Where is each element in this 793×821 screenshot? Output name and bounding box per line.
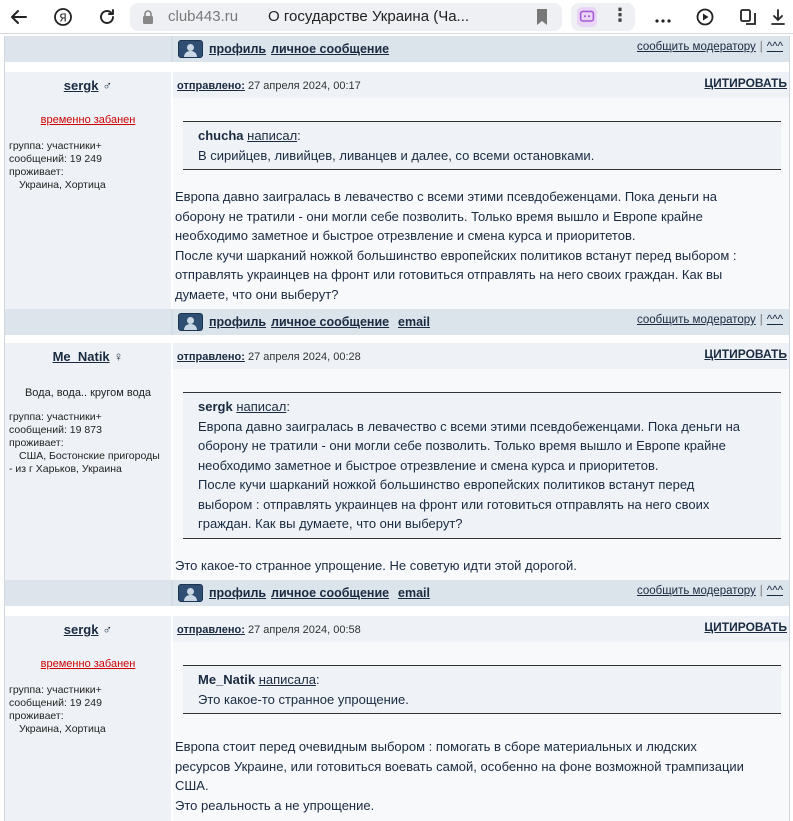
user-info: группа: участники+ сообщений: 19 873 проживает: США, Бостонские пригороды - из г Харьков, Украина bbox=[9, 411, 160, 475]
page-title: О государстве Украина (Ча... bbox=[268, 8, 470, 25]
pm-link[interactable]: личное сообщение bbox=[271, 586, 390, 600]
lock-icon bbox=[140, 9, 156, 25]
collections-icon[interactable] bbox=[735, 4, 761, 30]
post-body bbox=[5, 98, 790, 309]
quote-block: Me_Natik написала: Это какое-то странное упрощение. bbox=[183, 665, 781, 714]
yandex-logo-icon[interactable] bbox=[50, 4, 76, 30]
post-date: отправлено: 27 апреля 2024, 00:58 bbox=[177, 624, 361, 636]
quote-author[interactable]: Me_Natik bbox=[198, 672, 256, 687]
ban-status[interactable]: временно забанен bbox=[40, 114, 136, 126]
browser-toolbar bbox=[0, 0, 793, 34]
quote-block: chucha написал: В сирийцев, ливийцев, ливанцев и далее, со всеми остановками. bbox=[183, 121, 781, 170]
separator: | bbox=[759, 585, 763, 597]
profile-icon[interactable] bbox=[178, 40, 203, 58]
quote-block: sergk написал: Европа давно заигралась в левачество с всеми этими псевдобеженцами. Пока деньги на оборону не тратили - они могли себе позволить. Только время вышло и Европе крайне необходимо заметное и быстрое отрезвление и смена курса и приоритетов. После кучи шарканий ножкой большинство европейских политиков встанут перед выбором : отправлять украинцев на фронт или готовиться отправлять на него своих граждан. Как вы думаете, что они выберут? bbox=[183, 392, 781, 539]
url-domain: club443.ru bbox=[168, 8, 239, 25]
quote-verb[interactable]: написал bbox=[247, 128, 298, 143]
back-arrow-icon[interactable] bbox=[6, 4, 32, 30]
female-icon: ♀ bbox=[113, 349, 124, 364]
post-text: Европа стоит перед очевидным выбором : помогать в сборе материальных и людских ресурсов Украине, или готовиться воевать самой, особенно на фоне возможной трампизации США. Это реальность а не упрощение. bbox=[175, 739, 744, 813]
go-top-link[interactable]: ^^^ bbox=[766, 41, 783, 53]
extensions-box bbox=[571, 3, 635, 31]
post-header bbox=[5, 616, 790, 642]
go-top-link[interactable]: ^^^ bbox=[766, 585, 783, 597]
profile-icon[interactable] bbox=[178, 313, 203, 331]
pm-link[interactable]: личное сообщение bbox=[271, 42, 390, 56]
media-play-icon[interactable] bbox=[692, 4, 718, 30]
profile-link[interactable]: профиль bbox=[209, 315, 267, 329]
quote-button[interactable]: ЦИТИРОВАТЬ bbox=[704, 620, 787, 634]
post-date: отправлено: 27 апреля 2024, 00:17 bbox=[177, 80, 361, 92]
quote-author[interactable]: sergk bbox=[198, 399, 233, 414]
profile-link[interactable]: профиль bbox=[209, 586, 267, 600]
quote-text: В сирийцев, ливийцев, ливанцев и далее, со всеми остановками. bbox=[198, 147, 595, 163]
downloads-icon[interactable] bbox=[765, 4, 791, 30]
pm-link[interactable]: личное сообщение bbox=[271, 315, 390, 329]
post-links-row bbox=[5, 580, 790, 606]
report-link[interactable]: сообщить модератору bbox=[636, 41, 756, 53]
user-info: группа: участники+ сообщений: 19 249 проживает: Украина, Хортица bbox=[9, 684, 106, 735]
more-vertical-icon[interactable]: ⋮ bbox=[611, 5, 629, 25]
post-author[interactable]: sergk ♂ bbox=[63, 622, 113, 637]
quote-button[interactable]: ЦИТИРОВАТЬ bbox=[704, 347, 787, 361]
post-text: Европа давно заигралась в левачество с всеми этими псевдобеженцами. Пока деньги на оборону не тратили - они могли себе позволить. Только время вышло и Европе крайне необходимо заметное и быстрое отрезвление и смена курса и приоритетов. После кучи шарканий ножкой большинство европейских политиков встанут перед выбором : отправлять украинцев на фронт или готовиться отправлять на него своих граждан. Как вы думаете, что они выберут? bbox=[175, 189, 737, 302]
reload-icon[interactable] bbox=[94, 4, 120, 30]
quote-verb[interactable]: написал bbox=[236, 399, 287, 414]
address-bar[interactable] bbox=[130, 3, 562, 31]
report-group bbox=[637, 585, 783, 597]
email-link[interactable]: email bbox=[398, 315, 430, 329]
separator: | bbox=[759, 314, 763, 326]
report-link[interactable]: сообщить модератору bbox=[636, 585, 756, 597]
quote-button[interactable]: ЦИТИРОВАТЬ bbox=[704, 76, 787, 90]
post-header bbox=[5, 343, 790, 369]
post-text: Это какое-то странное упрощение. Не советую идти этой дорогой. bbox=[175, 558, 577, 573]
yandex-logo-glyph: Я bbox=[59, 11, 67, 25]
male-icon: ♂ bbox=[102, 78, 113, 93]
quote-author[interactable]: chucha bbox=[198, 128, 244, 143]
post-author[interactable]: sergk ♂ bbox=[63, 78, 113, 93]
post-links-row bbox=[5, 309, 790, 335]
user-info: группа: участники+ сообщений: 19 249 проживает: Украина, Хортица bbox=[9, 140, 106, 191]
report-group bbox=[637, 41, 783, 53]
quote-verb[interactable]: написала bbox=[258, 672, 316, 687]
bookmark-icon[interactable] bbox=[534, 8, 550, 26]
forum-thread bbox=[4, 36, 790, 821]
post-header bbox=[5, 72, 790, 98]
profile-icon[interactable] bbox=[178, 584, 203, 602]
post-links-row bbox=[5, 36, 790, 62]
profile-link[interactable]: профиль bbox=[209, 42, 267, 56]
post-body bbox=[5, 369, 790, 580]
alice-extension-icon[interactable] bbox=[577, 7, 597, 27]
ban-status[interactable]: временно забанен bbox=[40, 658, 136, 670]
post-date: отправлено: 27 апреля 2024, 00:28 bbox=[177, 351, 361, 363]
email-link[interactable]: email bbox=[398, 586, 430, 600]
go-top-link[interactable]: ^^^ bbox=[766, 314, 783, 326]
user-motto: Вода, вода.. кругом вода bbox=[24, 387, 152, 399]
separator: | bbox=[759, 41, 763, 53]
post-body bbox=[5, 642, 790, 821]
report-group bbox=[637, 314, 783, 326]
quote-text: Это какое-то странное упрощение. bbox=[198, 691, 409, 707]
menu-dots-icon[interactable] bbox=[650, 4, 676, 30]
report-link[interactable]: сообщить модератору bbox=[636, 314, 756, 326]
male-icon: ♂ bbox=[102, 622, 113, 637]
post-author[interactable]: Me_Natik ♀ bbox=[52, 349, 124, 364]
